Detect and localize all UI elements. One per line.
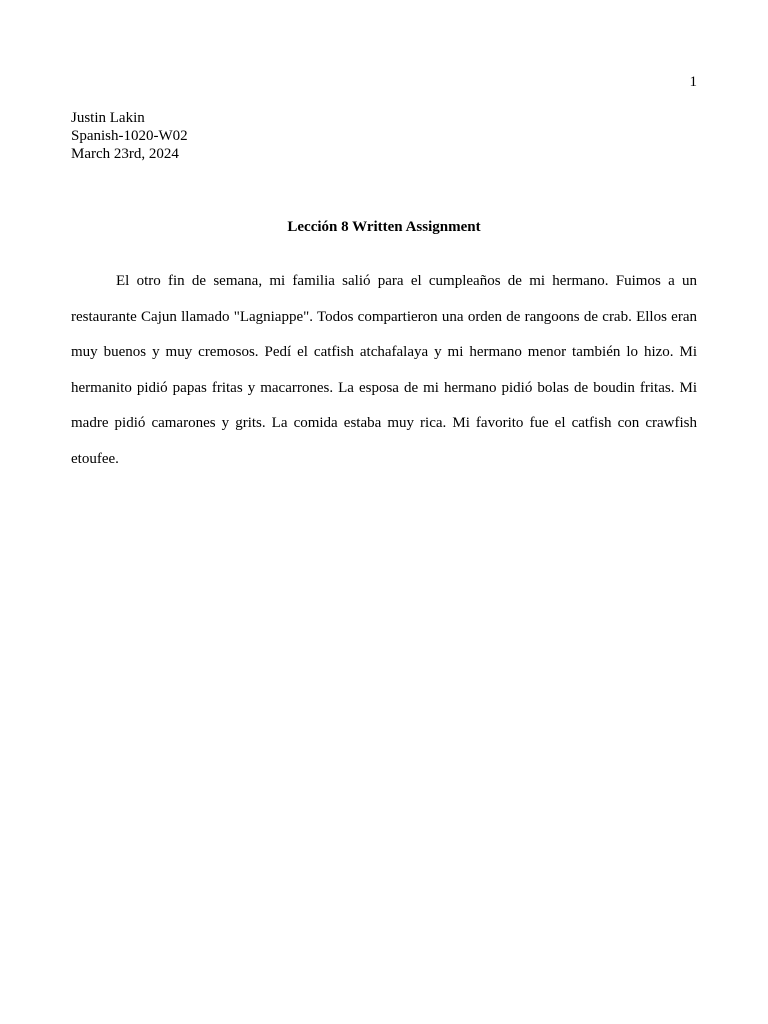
page-number: 1 xyxy=(689,74,697,90)
body-paragraph: El otro fin de semana, mi familia salió para el cumpleaños de mi hermano. Fuimos a un restaurante Cajun llamado "Lagniappe". Todos compartieron una orden de rangoons de crab. Ellos eran muy buenos y muy cremosos. Pedí el catfish atchafalaya y mi hermano menor también lo hizo. Mi hermanito pidió papas fritas y macarrones. La esposa de mi hermano pidió bolas de boudin fritas. Mi madre pidió camarones y grits. La comida estaba muy rica. Mi favorito fue el catfish con crawfish etoufee. xyxy=(71,273,697,467)
student-header xyxy=(71,109,697,163)
course-code: Spanish-1020-W02 xyxy=(71,128,188,144)
student-name: Justin Lakin xyxy=(71,110,145,126)
assignment-date: March 23rd, 2024 xyxy=(71,146,179,162)
assignment-title: Lección 8 Written Assignment xyxy=(287,219,481,235)
